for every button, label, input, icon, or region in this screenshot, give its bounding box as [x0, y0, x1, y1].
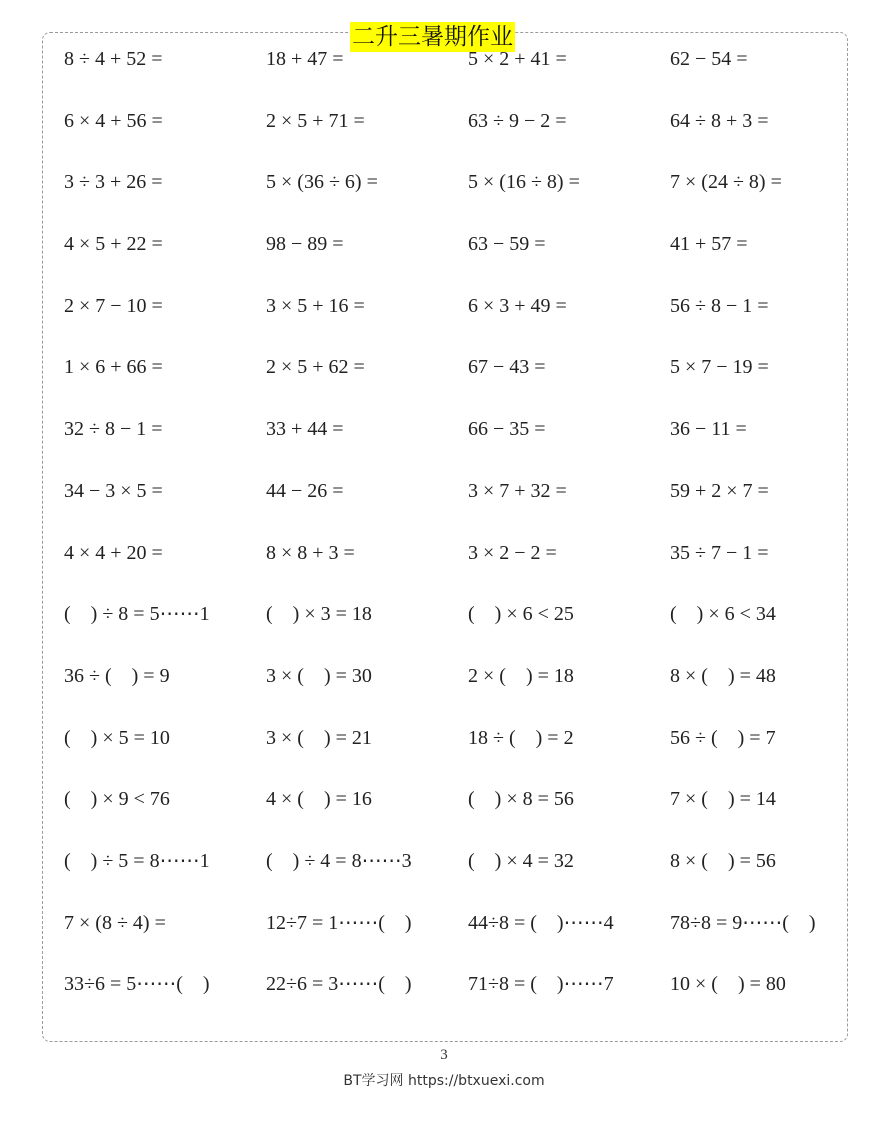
math-problem: 1 × 6 + 66 = — [64, 356, 163, 379]
math-problem: 36 ÷ ( ) = 9 — [64, 664, 170, 687]
math-problem: 56 ÷ ( ) = 7 — [670, 726, 776, 749]
math-problem: 5 × (16 ÷ 8) = — [468, 171, 580, 194]
page-number: 3 — [440, 1047, 448, 1063]
math-problem: 2 × 5 + 71 = — [266, 109, 365, 132]
math-problem: 6 × 4 + 56 = — [64, 109, 163, 132]
math-problem: 78÷8 = 9⋯⋯( ) — [670, 911, 816, 934]
math-problem: ( ) × 8 = 56 — [468, 788, 574, 811]
math-problem: 2 × ( ) = 18 — [468, 664, 574, 687]
math-problem: ( ) × 5 = 10 — [64, 726, 170, 749]
math-problem: 3 × ( ) = 30 — [266, 664, 372, 687]
math-problem: 41 + 57 = — [670, 233, 748, 256]
math-problem: 63 ÷ 9 − 2 = — [468, 109, 567, 132]
math-problem: 5 × 7 − 19 = — [670, 356, 769, 379]
math-problem: 3 × ( ) = 21 — [266, 726, 372, 749]
math-problem: 62 − 54 = — [670, 48, 748, 70]
math-problem: 3 × 7 + 32 = — [468, 479, 567, 502]
math-problem: 33÷6 = 5⋯⋯( ) — [64, 973, 210, 996]
math-problem: 98 − 89 = — [266, 233, 344, 256]
math-problem: 33 + 44 = — [266, 418, 344, 441]
math-problem: 44÷8 = ( )⋯⋯4 — [468, 911, 614, 934]
math-problem: 35 ÷ 7 − 1 = — [670, 541, 769, 564]
math-problem: ( ) ÷ 5 = 8⋯⋯1 — [64, 849, 210, 872]
math-problem: ( ) × 6 < 34 — [670, 603, 776, 626]
math-problem: ( ) × 6 < 25 — [468, 603, 574, 626]
math-problem: ( ) ÷ 8 = 5⋯⋯1 — [64, 603, 210, 626]
math-problem: 5 × 2 + 41 = — [468, 48, 567, 70]
math-problem: 6 × 3 + 49 = — [468, 294, 567, 317]
math-problem: 18 ÷ ( ) = 2 — [468, 726, 574, 749]
math-problem: 67 − 43 = — [468, 356, 546, 379]
math-problem: 59 + 2 × 7 = — [670, 479, 769, 502]
math-problem: 32 ÷ 8 − 1 = — [64, 418, 163, 441]
math-problem: ( ) ÷ 4 = 8⋯⋯3 — [266, 849, 412, 872]
math-problem: 63 − 59 = — [468, 233, 546, 256]
problem-grid — [64, 44, 854, 1031]
math-problem: 7 × (24 ÷ 8) = — [670, 171, 782, 194]
math-problem: 10 × ( ) = 80 — [670, 973, 786, 996]
math-problem: 66 − 35 = — [468, 418, 546, 441]
math-problem: 64 ÷ 8 + 3 = — [670, 109, 769, 132]
math-problem: 5 × (36 ÷ 6) = — [266, 171, 378, 194]
math-problem: ( ) × 4 = 32 — [468, 849, 574, 872]
math-problem: 71÷8 = ( )⋯⋯7 — [468, 973, 614, 996]
math-problem: 36 − 11 = — [670, 418, 747, 441]
math-problem: 18 + 47 = — [266, 48, 344, 70]
math-problem: 3 ÷ 3 + 26 = — [64, 171, 163, 194]
math-problem: 8 × 8 + 3 = — [266, 541, 355, 564]
math-problem: ( ) × 9 < 76 — [64, 788, 170, 811]
math-problem: 34 − 3 × 5 = — [64, 479, 163, 502]
math-problem: 8 × ( ) = 56 — [670, 849, 776, 872]
math-problem: 4 × 4 + 20 = — [64, 541, 163, 564]
math-problem: 44 − 26 = — [266, 479, 344, 502]
math-problem: ( ) × 3 = 18 — [266, 603, 372, 626]
math-problem: 4 × ( ) = 16 — [266, 788, 372, 811]
math-problem: 4 × 5 + 22 = — [64, 233, 163, 256]
math-problem: 2 × 7 − 10 = — [64, 294, 163, 317]
page-title: 二升三暑期作业 — [352, 24, 513, 50]
math-problem: 3 × 2 − 2 = — [468, 541, 557, 564]
math-problem: 7 × ( ) = 14 — [670, 788, 776, 811]
math-problem: 8 ÷ 4 + 52 = — [64, 48, 163, 70]
math-problem: 8 × ( ) = 48 — [670, 664, 776, 687]
math-problem: 12÷7 = 1⋯⋯( ) — [266, 911, 412, 934]
math-problem: 22÷6 = 3⋯⋯( ) — [266, 973, 412, 996]
footer-site: BT学习网 https://btxuexi.com — [343, 1073, 545, 1089]
math-problem: 2 × 5 + 62 = — [266, 356, 365, 379]
math-problem: 7 × (8 ÷ 4) = — [64, 911, 166, 934]
math-problem: 3 × 5 + 16 = — [266, 294, 365, 317]
math-problem: 56 ÷ 8 − 1 = — [670, 294, 769, 317]
